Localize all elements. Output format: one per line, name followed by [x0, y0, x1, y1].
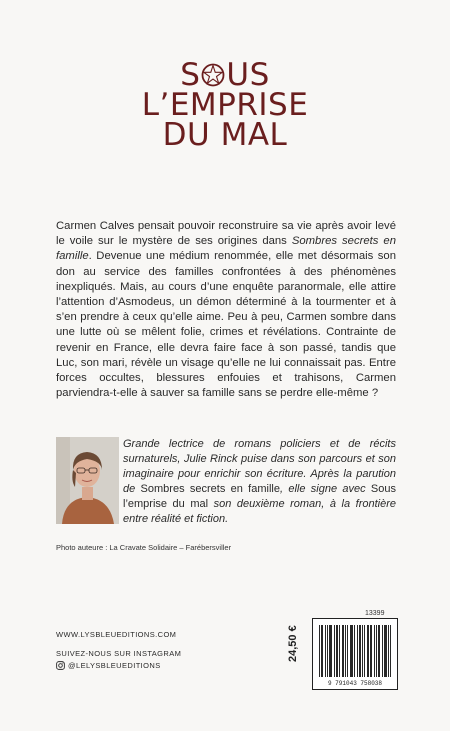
title-line-2: L’EMPRISE [141, 87, 309, 123]
barcode-bar [339, 625, 340, 677]
barcode-bar [319, 625, 320, 677]
barcode-bar [330, 625, 331, 677]
synopsis-text [56, 219, 396, 401]
instagram-handle-row[interactable] [56, 661, 161, 670]
barcode-bar [362, 625, 363, 677]
barcode-bar [376, 625, 377, 677]
barcode-bar [368, 625, 369, 677]
barcode-bar [345, 625, 346, 677]
barcode-bar [359, 625, 360, 677]
barcode-bar [322, 625, 323, 677]
barcode-bar [385, 625, 386, 677]
barcode-bar [354, 625, 355, 677]
barcode-bar [390, 625, 391, 677]
instagram-icon [56, 661, 65, 670]
barcode-bar [367, 625, 368, 677]
barcode-image [313, 619, 397, 689]
barcode-bar [370, 625, 371, 677]
barcode-bar [378, 625, 379, 677]
barcode-bar [382, 625, 383, 677]
book-title [0, 57, 450, 153]
title-line-1 [0, 57, 450, 93]
title-line-1-prefix: S [180, 57, 201, 93]
publisher-website[interactable]: WWW.LYSBLEUEDITIONS.COM [56, 630, 177, 639]
barcode-bar [321, 625, 322, 677]
barcode-digits: 9 791043 758038 [327, 680, 383, 687]
barcode-bar [352, 625, 353, 677]
barcode-bar [342, 625, 343, 677]
isbn-code: 13399 [365, 610, 385, 617]
author-portrait-image [56, 437, 119, 524]
title-line-3: DU MAL [162, 117, 288, 153]
barcode-bar [386, 625, 387, 677]
barcode-bar [364, 625, 365, 677]
barcode-bar [384, 625, 385, 677]
barcode-bar [325, 625, 326, 677]
barcode-bar [343, 625, 344, 677]
bio-part-3: son deuxième roman, à la frontière entre réalité et fiction. [123, 498, 396, 525]
synopsis-part-1: Carmen Calves pensait pouvoir reconstruire sa vie après avoir levé le voile sur le mystère de ses origines dans [56, 220, 396, 248]
photo-credit: Photo auteure : La Cravate Solidaire – Farébersviller [56, 543, 232, 552]
barcode-bar [347, 625, 348, 677]
bio-part-2: , elle signe avec [279, 483, 371, 495]
author-bio [123, 437, 396, 527]
barcode-bar [357, 625, 358, 677]
instagram-handle: @LELYSBLEUEDITIONS [68, 661, 161, 670]
synopsis-part-2: . Devenue une médium renommée, elle met désormais son don au service des familles confrontées à des phénomènes inexpliqués. Mais, au cours d’une enquête paranormale, elle attire l’attention d’Asmodeus, un démon déterminé à la tourmenter et à s’en prendre à ceux qu’elle aime. Peu à peu, Carmen sombre dans une lutte où se mêlent folie, crimes et révélations. Contrainte de revenir en France, elle devra faire face à son passé, tandis que Luc, son mari, révèle un visage qu’elle ne lui connaissait pas. Entre forces occultes, blessures enfouies et trahisons, Carmen parviendra-t-elle à sauver sa famille sans se perdre elle-même ? [56, 250, 396, 400]
instagram-prompt: SUIVEZ-NOUS SUR INSTAGRAM [56, 649, 182, 658]
barcode-bar [331, 625, 332, 677]
bio-book-1: Sombres secrets en famille [140, 483, 280, 495]
barcode-bar [327, 625, 328, 677]
synopsis-book-title: Sombres secrets en famille [56, 235, 396, 263]
barcode [312, 618, 398, 690]
barcode-bar [337, 625, 338, 677]
author-photo [56, 437, 119, 524]
barcode-bar [336, 625, 337, 677]
barcode-bar [351, 625, 352, 677]
barcode-bar [379, 625, 380, 677]
pentagram-icon [201, 63, 225, 87]
barcode-bar [350, 625, 351, 677]
barcode-bar [360, 625, 361, 677]
bio-part-1: Grande lectrice de romans policiers et de récits surnaturels, Julie Rinck puise dans son parcours et son imaginaire pour enrichir son écriture. Après la parution de [123, 438, 396, 495]
bio-book-2: Sous l’emprise du mal [123, 483, 396, 510]
barcode-bar [371, 625, 372, 677]
barcode-bar [374, 625, 375, 677]
barcode-bar [388, 625, 389, 677]
price-label: 24,50 € [287, 625, 299, 662]
barcode-bar [334, 625, 335, 677]
title-line-1-suffix: US [226, 57, 270, 93]
barcode-bar [329, 625, 330, 677]
